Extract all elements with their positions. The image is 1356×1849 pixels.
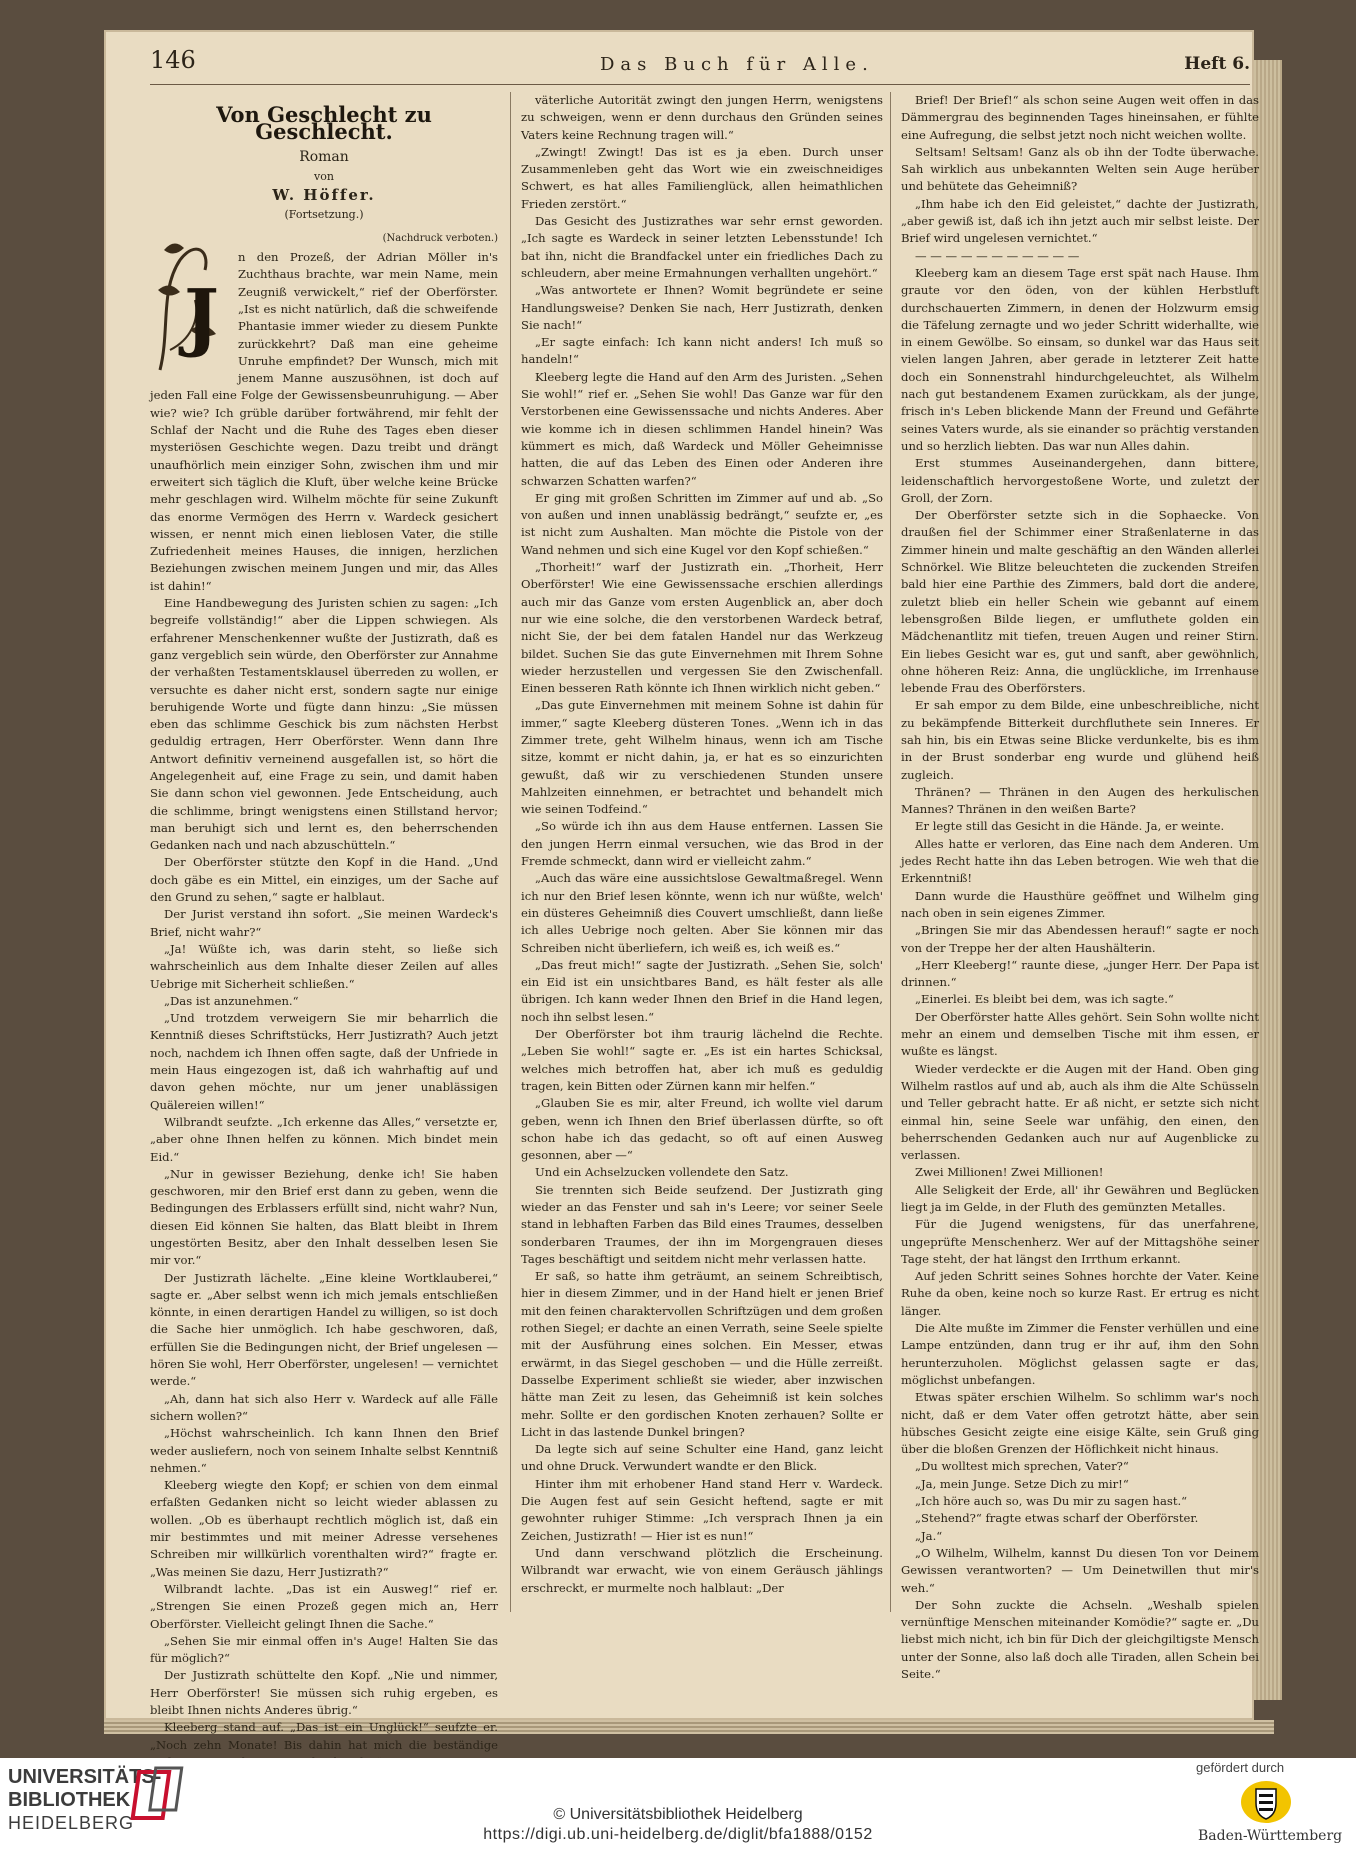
paragraph: „Ja.“ [915, 1528, 943, 1543]
paragraph: „Sehen Sie mir einmal offen in's Auge! Halten Sie das für möglich?“ [150, 1633, 498, 1666]
paragraph: „Ja, mein Junge. Setze Dich zu mir!“ [915, 1476, 1129, 1491]
paragraph: Thränen? — Thränen in den Augen des herkulischen Mannes? Thränen in den weißen Barte? [901, 784, 1259, 817]
paragraph: Da legte sich auf seine Schulter eine Hand, ganz leicht und ohne Druck. Verwundert wandte er den Blick. [521, 1442, 883, 1474]
paragraph: Eine Handbewegung des Juristen schien zu sagen: „Ich begreife vollständig!“ aber die Lippen schwiegen. Als erfahrener Menschenkenner wußte der Justizrath, daß es ganz vergeblich sein würde, den Oberförster zur Annahme der verhaßten Testamentsklausel überreden zu wollen, er versuchte es daher nicht erst, sondern sagte nur einige beruhigende Worte und fügte dann hinzu: „Sie müssen eben das schlimme Geschick bis zum nächsten Herbst geduldig ertragen, Herr Oberförster. Wenn dann Ihre Antwort definitiv verneinend ausgefallen ist, so hört die Angelegenheit auf, eine Frage zu sein, und damit haben Sie dann schon viel gewonnen. Jede Entscheidung, auch die schlimme, bringt wenigstens einen Stillstand hervor; man beruhigt sich und lernt es, den beherrschenden Gedanken nach und nach abzuschütteln.“ [150, 596, 498, 853]
paragraph: Wilbrandt seufzte. „Ich erkenne das Alles,“ versetzte er, „aber ohne Ihnen helfen zu können. Mich bindet mein Eid.“ [150, 1114, 498, 1164]
paragraph: „Das gute Einvernehmen mit meinem Sohne ist dahin für immer,“ sagte Kleeberg düsteren Tones. „Wenn ich in das Zimmer trete, geht Wilhelm hinaus, wenn ich am Tische sitze, kommt er nicht dahin, ja, er hat es so einzurichten gewußt, daß wir zu verschiedenen Stunden unsere Mahlzeiten einnehmen, er betrachtet und behandelt mich wie seinen Todfeind.“ [521, 698, 883, 817]
dropcap-letter: J [184, 273, 220, 360]
paragraph: „Das freut mich!“ sagte der Justizrath. „Sehen Sie, solch' ein Eid ist ein unsichtbares Band, es hält fester als alle übrigen. Ich kann weder Ihnen den Brief in die Hand legen, noch ihn selbst lesen.“ [521, 957, 883, 1024]
page-header [150, 44, 1250, 85]
library-name-line-3: HEIDELBERG [8, 1813, 135, 1833]
paragraph: „Herr Kleeberg!“ raunte diese, „junger Herr. Der Papa ist drinnen.“ [901, 957, 1259, 990]
paragraph: „O Wilhelm, Wilhelm, kannst Du diesen Ton vor Deinem Gewissen verantworten? — Um Deinetwillen thut mir's weh.“ [901, 1545, 1259, 1595]
paragraph: „Nur in gewisser Beziehung, denke ich! Sie haben geschworen, mir den Brief erst dann zu geben, wenn die Bedingungen des Erblassers erfüllt sind, nicht wahr? Nun, diesen Eid können Sie halten, das Blatt bleibt in Ihrem ungestörten Besitz, aber den Inhalt desselben lesen Sie mir vor.“ [150, 1166, 498, 1268]
paragraph: „Glauben Sie es mir, alter Freund, ich wollte viel darum geben, wenn ich Ihnen den Brief überlassen dürfte, so oft schon habe ich das gedacht, so oft auf einen Ausweg gesonnen, aber —“ [521, 1096, 883, 1163]
library-name-line-1: UNIVERSITÄTS- [8, 1766, 162, 1788]
paragraph: Kleeberg legte die Hand auf den Arm des Juristen. „Sehen Sie wohl!“ rief er. „Sehen Sie wohl! Das Ganze war für den Verstorbenen eine Gewissenssache und nichts Anderes. Aber wie komme ich in diesen schlimmen Handel hinein? Was kümmert es mich, daß Wardeck und Möller Geheimnisse hatten, die auf das Leben des Einen oder Anderen ihre schwarzen Schatten warfen?“ [521, 369, 883, 488]
paragraph: Der Oberförster hatte Alles gehört. Sein Sohn wollte nicht mehr an einem und demselben Tische mit ihm essen, er wußte es längst. [901, 1009, 1259, 1059]
paragraph: „Du wolltest mich sprechen, Vater?“ [915, 1459, 1129, 1474]
text-column-3 [890, 92, 1259, 1682]
paragraph: Kleeberg stand auf. „Das ist ein Unglück!“ seufzte er. „Noch zehn Monate! Bis dahin hat mich die beständige [150, 1720, 498, 1752]
paragraph: Alle Seligkeit der Erde, all' ihr Gewähren und Beglücken liegt ja im Gelde, in der Fluth des gemünzten Metalles. [901, 1182, 1259, 1214]
paragraph: „Ja! Wüßte ich, was darin steht, so ließe sich wahrscheinlich aus dem Inhalte dieser Zeilen auf alles Uebrige mit Sicherheit schließen.“ [150, 941, 498, 991]
paragraph: „Zwingt! Zwingt! Das ist es ja eben. Durch unser Zusammenleben geht das Wort wie ein zweischneidiges Schwert, es hat alles Familienglück, allen heimathlichen Frieden zerstört.“ [521, 144, 883, 211]
paragraph: Kleeberg kam an diesem Tage erst spät nach Hause. Ihm graute vor den öden, von der kühlen Herbstluft durchschauerten Zimmern, in denen der Holzwurm emsig die Täfelung zernagte und wo jeder Schritt widerhallte, wie in einem Gewölbe. So einsam, so dunkel war das Haus seit vielen langen Jahren, aber gerade in letzterer Zeit hatte doch ein Sonnenstrahl hindurchgeleuchtet, als Wilhelm nach gut bestandenem Examen zurückkam, als der junge, frisch in's Leben blickende Mann der Freund und Gefährte seines Vaters wurde, als sie einander so prächtig verstanden und so herzlich liebten. Das war nun Alles dahin. [901, 265, 1259, 453]
paragraph: Er saß, so hatte ihm geträumt, an seinem Schreibtisch, hier in diesem Zimmer, und in der Hand hielt er jenen Brief mit den feinen charaktervollen Schriftzügen und dem großen rothen Siegel; er dachte an einen Verrath, seine Seele spielte mit der Ausführung eines solchen. Ein Messer, etwas erwärmt, in das Siegel geschoben — und die Hülle zerreißt. Dasselbe Experiment schließt sie wieder, aber inzwischen hätte man Zeit zu lesen, das Geheimniß ist kein solches mehr. Sollte er den gordischen Knoten zerhauen? Sollte er Licht in das lastende Dunkel bringen? [521, 1269, 883, 1439]
paragraph: Der Oberförster stützte den Kopf in die Hand. „Und doch gäbe es ein Mittel, ein einziges, um der Sache auf den Grund zu sehen,“ sagte er halblaut. [150, 855, 498, 905]
paragraph: Wieder verdeckte er die Augen mit der Hand. Oben ging Wilhelm rastlos auf und ab, auch als ihm die Alte Schüsseln und Teller gebracht hatte. Er aß nicht, er setzte sich nicht einmal hin, seine Seele war unfähig, den einen, den beherrschenden Gedanken auch nur auf Augenblicke zu verlassen. [901, 1061, 1259, 1163]
paragraph: „Ihm habe ich den Eid geleistet,“ dachte der Justizrath, „aber gewiß ist, daß ich ihn jetzt auch mir selbst leiste. Der Brief wird ungelesen vernichtet.“ [901, 196, 1259, 246]
paragraph: Wilbrandt lachte. „Das ist ein Ausweg!“ rief er. „Strengen Sie einen Prozeß gegen mich an, Herr Oberförster. Vielleicht gelingt Ihnen die Sache.“ [150, 1581, 498, 1631]
paragraph: „Ich höre auch so, was Du mir zu sagen hast.“ [915, 1494, 1188, 1509]
paragraph: „Auch das wäre eine aussichtslose Gewaltmaßregel. Wenn ich nur den Brief lesen könnte, wenn ich nur wüßte, welch' ein düsteres Geheimniß dies Couvert umschließt, dann ließe ich alles Uebrige noch gelten. Aber Sie können mir das Schreiben nicht überliefern, ich weiß es, ich weiß es.“ [521, 871, 883, 955]
article-continuation: (Fortsetzung.) [284, 208, 364, 222]
paragraph: „So würde ich ihn aus dem Hause entfernen. Lassen Sie den jungen Herrn einmal versuchen, wie das Brod in der Fremde schmeckt, dann wird er vielleicht zahm.“ [521, 819, 883, 869]
state-crest-icon [1240, 1780, 1292, 1824]
paragraph: Sie trennten sich Beide seufzend. Der Justizrath ging wieder an das Fenster und sah in's Leere; vor seiner Seele stand in lebhaften Farben das Bild eines Traumes, desselben sonderbaren Traumes, der ihn im Morgengrauen dieses Tages beschäftigt und seitdem nicht mehr verlassen hatte. [521, 1182, 883, 1266]
paragraph: väterliche Autorität zwingt den jungen Herrn, wenigstens zu schweigen, wenn er denn durchaus den Gründen seines Vaters keine Rechnung tragen will.“ [521, 93, 883, 142]
issue-label: Heft 6. [1184, 54, 1250, 74]
paragraph: Der Jurist verstand ihn sofort. „Sie meinen Wardeck's Brief, nicht wahr?“ [150, 907, 498, 939]
paragraph: Der Oberförster setzte sich in die Sophaecke. Von draußen fiel der Schimmer einer Straßenlaterne in das Zimmer hinein und malte geschäftig an den Wänden allerlei Schnörkel. Wie Blitze beleuchteten die zuckenden Streifen bald hier eine Parthie des Zimmers, bald dort die andere, zuletzt blieb ein heller Schein wie gebannt auf einem lebensgroßen Bilde liegen, er umfluthete golden ein Mädchenantlitz mit tiefen, treuen Augen und reiner Stirn. Ein liebes Gesicht war es, gut und sanft, aber gewöhnlich, ohne höheren Reiz: Anna, die unglückliche, im Irrenhause lebende Frau des Oberförsters. [901, 508, 1259, 696]
library-name-line-2: BIBLIOTHEK [8, 1789, 131, 1811]
paragraph: „Einerlei. Es bleibt bei dem, was ich sagte.“ [915, 992, 1174, 1007]
paragraph: Er sah empor zu dem Bilde, eine unbeschreibliche, nicht zu bekämpfende Bitterkeit durchfluthete sein Inneres. Er sah hin, bis ein Etwas seine Blicke verdunkelte, bis es ihm in der Brust sonderbar eng wurde und glühend heiß zugleich. [901, 698, 1259, 782]
paragraph: Seltsam! Seltsam! Ganz als ob ihn der Todte überwache. Sah wirklich aus unbekannten Welten sein Auge herüber und behütete das Geheimniß? [901, 144, 1259, 194]
text-column-1 [150, 92, 498, 1752]
state-name: Baden-Württemberg [1198, 1828, 1343, 1844]
article-author: W. Höffer. [272, 186, 376, 205]
paragraph: Der Justizrath schüttelte den Kopf. „Nie und nimmer, Herr Oberförster! Sie müssen sich ruhig ergeben, es bleibt Ihnen nichts Anderes übrig.“ [150, 1668, 498, 1718]
paragraph: „Und trotzdem verweigern Sie mir beharrlich die Kenntniß dieses Schriftstücks, Herr Justizrath? Auch jetzt noch, nachdem ich Ihnen offen sagte, daß der Unfriede in mein Haus eingezogen ist, daß ich wahrhaftig auf und davon gehen möchte, nur um jener unablässigen Quälereien willen!“ [150, 1011, 498, 1112]
paragraph: „Was antwortete er Ihnen? Womit begründete er seine Handlungsweise? Denken Sie nach, Herr Justizrath, denken Sie nach!“ [521, 283, 883, 332]
paragraph: Brief! Der Brief!“ als schon seine Augen weit offen in das Dämmergrau des beginnenden Tages hineinsahen, er fühlte eine Aufregung, die selbst jetzt noch nicht weichen wollte. [901, 93, 1259, 142]
paragraph: Auf jeden Schritt seines Sohnes horchte der Vater. Keine Ruhe da oben, keine noch so kurze Rast. Er ertrug es nicht länger. [901, 1269, 1259, 1318]
paragraph: — — — — — — — — — — — [915, 248, 1080, 263]
paragraph: „Ah, dann hat sich also Herr v. Wardeck auf alle Fälle sichern wollen?“ [150, 1391, 498, 1423]
paragraph: Hinter ihm mit erhobener Hand stand Herr v. Wardeck. Die Augen fest auf sein Gesicht heftend, sagte er mit gewohnter ruhiger Stimme: „Ich versprach Ihnen ja ein Zeichen, Justizrath! — Hier ist es nun!“ [521, 1476, 883, 1543]
paragraph: Zwei Millionen! Zwei Millionen! [915, 1165, 1104, 1180]
paragraph: Der Oberförster bot ihm traurig lächelnd die Rechte. „Leben Sie wohl!“ sagte er. „Es ist ein hartes Schicksal, welches mich betroffen hat, aber ich muß es geduldig tragen, kein Bitten oder Zürnen kann mir helfen.“ [521, 1027, 883, 1093]
paragraph: n den Prozeß, der Adrian Möller in's Zuchthaus brachte, war mein Name, mein Zeugniß verwickelt,“ rief der Oberförster. „Ist es nicht natürlich, daß die schweifende Phantasie immer wieder zu diesem Punkte zurückkehrt? Daß man eine geheime Unruhe empfindet? Der Wunsch, mich mit jenem Manne auszusöhnen, ist doch auf jeden Fall eine Folge der Gewissensbeunruhigung. — Aber wie? wie? Ich grüble darüber fortwährend, mir fehlt der Schlaf der Nacht und die Ruhe des Tages eben dieser mysteriösen Geschichte wegen. Dazu treibt und drängt unaufhörlich mein einziger Sohn, zwischen ihm und mir erweitert sich täglich die Kluft, über welche keine Brücke mehr geschlagen wird. Wilhelm möchte für seine Zukunft das enorme Vermögen des Herrn v. Wardeck gesichert wissen, er nennt mich einen lieblosen Vater, die stille Zufriedenheit meines Hauses, die innigen, herzlichen Beziehungen zwischen meinem Jungen und mir, das Alles ist dahin!“ [150, 250, 498, 593]
article-genre: Roman [299, 148, 349, 165]
paragraph: „Bringen Sie mir das Abendessen herauf!“ sagte er noch von der Treppe her der alten Haushälterin. [901, 923, 1259, 955]
footer-bar [0, 1758, 1356, 1849]
decorative-dropcap [150, 230, 232, 380]
article-von: von [314, 169, 334, 183]
article-title: Von Geschlecht zu Geschlecht. [216, 102, 432, 145]
paragraph: Er legte still das Gesicht in die Hände. Ja, er weinte. [915, 819, 1225, 834]
paragraph: Der Justizrath lächelte. „Eine kleine Wortklauberei,“ sagte er. „Aber selbst wenn ich mich jemals entschließen könnte, in einen derartigen Handel zu willigen, so ist doch die Sache hier unmöglich. Ich habe geschworen, daß, erfüllen Sie die Bedingungen nicht, der Brief ungelesen — hören Sie wohl, Herr Oberförster, ungelesen! — vernichtet werde.“ [150, 1270, 498, 1389]
paragraph: Die Alte mußte im Zimmer die Fenster verhüllen und eine Lampe entzünden, dann trug er ihr auf, ihm den Sohn herunterzuholen. Möglichst gelassen sagte er das, möglichst unbefangen. [901, 1321, 1259, 1387]
paragraph: Etwas später erschien Wilhelm. So schlimm war's noch nicht, daß er dem Vater offen getrotzt hätte, aber sein hübsches Gesicht zeigte eine eisige Kälte, sein Gruß ging über die bloßen Grenzen der Höflichkeit nicht hinaus. [901, 1390, 1259, 1457]
paragraph: „Das ist anzunehmen.“ [164, 993, 299, 1008]
paragraph: Dann wurde die Hausthüre geöffnet und Wilhelm ging nach oben in sein eigenes Zimmer. [901, 888, 1259, 920]
funded-by-label: gefördert durch [1196, 1760, 1285, 1775]
paragraph: Und ein Achselzucken vollendete den Satz. [535, 1165, 789, 1180]
page-number: 146 [150, 46, 196, 74]
paragraph: Er ging mit großen Schritten im Zimmer auf und ab. „So von außen und innen unablässig bedrängt,“ seufzte er, „es ist nicht zum Aushalten. Man möchte die Pistole von der Wand nehmen und sich eine Kugel vor den Kopf schießen.“ [521, 490, 883, 557]
copyright-notice: © Universitätsbibliothek Heidelberg [553, 1806, 803, 1823]
column-3-body [901, 92, 1259, 1683]
floral-ornament-icon [150, 230, 232, 380]
paragraph: Der Sohn zuckte die Achseln. „Weshalb spielen vernünftige Menschen miteinander Komödie?“ sagte er. „Du liebst mich nicht, ich bin für Dich der gleichgiltigste Mensch unter der Sonne, also laß doch alle Tiraden, allen Schein bei Seite.“ [901, 1597, 1259, 1682]
paragraph: Das Gesicht des Justizrathes war sehr ernst geworden. „Ich sagte es Wardeck in seiner letzten Lebensstunde! Ich bat ihn, nicht die Brandfackel unter ein friedliches Dach zu schleudern, aber meine Ermahnungen verhallten ungehört.“ [521, 214, 883, 280]
paragraph: „Stehend?“ fragte etwas scharf der Oberförster. [915, 1511, 1199, 1526]
permalink-url[interactable]: https://digi.ub.uni-heidelberg.de/diglit/bfa1888/0152 [483, 1826, 873, 1843]
paragraph: „Thorheit!“ warf der Justizrath ein. „Thorheit, Herr Oberförster! Wie eine Gewissenssache erschien allerdings auch mir das Ganze vom ersten Augenblick an, aber doch nur wie eine solche, die den verstorbenen Wardeck betraf, nicht Sie, der bei dem fatalen Handel nur das Werkzeug bildet. Suchen Sie das gute Einvernehmen mit Ihrem Sohne wieder herzustellen und vergessen Sie den Zwischenfall. Einen besseren Rath könnte ich Ihnen wirklich nicht geben.“ [521, 560, 883, 696]
journal-title: Das Buch für Alle. [600, 54, 874, 75]
column-1-body [150, 249, 498, 1788]
paragraph: Erst stummes Auseinandergehen, dann bittere, leidenschaftlich hervorgestoßene Worte, und zuletzt der Groll, der Zorn. [901, 456, 1259, 505]
paragraph: „Höchst wahrscheinlich. Ich kann Ihnen den Brief weder ausliefern, noch von seinem Inhalte selbst Kenntniß nehmen.“ [150, 1426, 498, 1475]
column-2-body [521, 92, 883, 1597]
paragraph: Und dann verschwand plötzlich die Erscheinung. Wilbrandt war erwacht, wie von einem Geräusch jählings erschreckt, er murmelte noch halblaut: „Der [521, 1545, 883, 1595]
paragraph: Kleeberg wiegte den Kopf; er schien von dem einmal erfaßten Gedanken nicht so leicht wieder ablassen zu wollen. „Ob es überhaupt rechtlich möglich ist, daß ein mir bestimmtes und mit meiner Adresse versehenes Schreiben mir willkürlich vorenthalten wird?“ fragte er. „Was meinen Sie dazu, Herr Justizrath?“ [150, 1478, 498, 1579]
paragraph: Für die Jugend wenigstens, für das unerfahrene, ungeprüfte Menschenherz. Wer auf der Mittagshöhe seiner Tage steht, der hat längst den Irrthum erkannt. [901, 1217, 1259, 1266]
paragraph: Alles hatte er verloren, das Eine nach dem Anderen. Um jedes Recht hatte ihn das Leben betrogen. Wie weh that die Erkenntniß! [901, 836, 1259, 886]
reprint-note: (Nachdruck verboten.) [382, 232, 498, 244]
paragraph: „Er sagte einfach: Ich kann nicht anders! Ich muß so handeln!“ [521, 335, 883, 367]
article-title-block [150, 102, 498, 224]
text-column-2 [510, 92, 883, 1612]
